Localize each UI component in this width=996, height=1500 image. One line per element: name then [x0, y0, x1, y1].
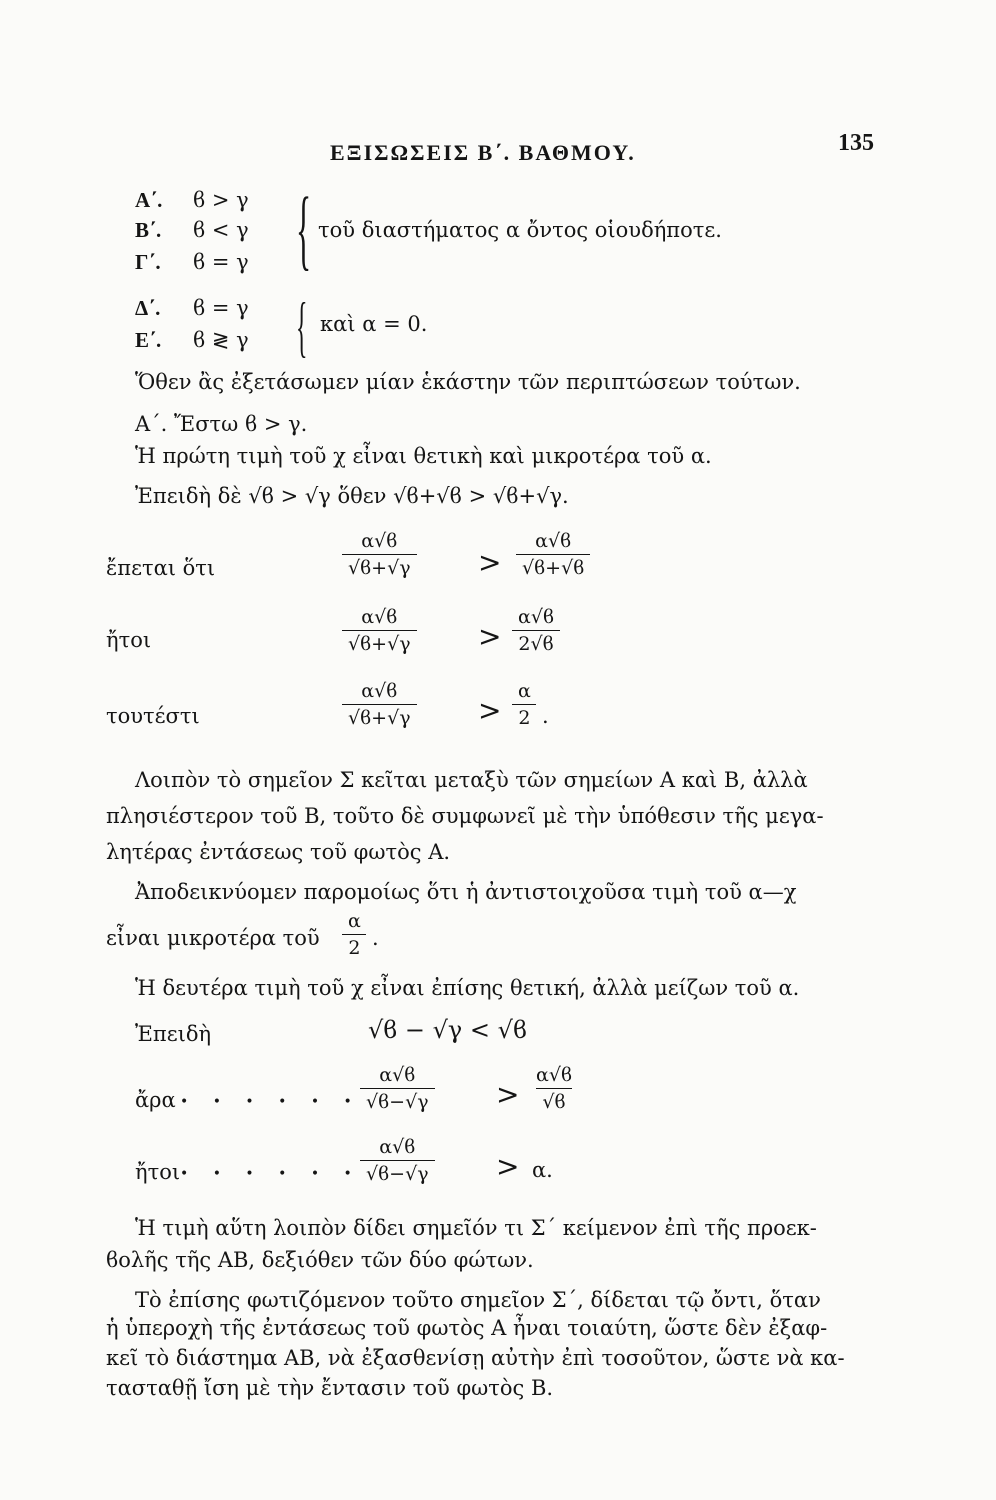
numerator: α√ϐ	[361, 606, 398, 628]
case-note-2: καὶ α = 0.	[320, 312, 428, 336]
denominator: √ϐ+√γ	[342, 554, 417, 579]
case-expr: ϐ = γ	[193, 250, 249, 274]
fraction	[360, 1064, 435, 1113]
text-line: κεῖ τὸ διάστημα ΑΒ, νὰ ἐξασθενίσῃ αὐτὴν ἐπὶ τοσοῦτον, ὥστε νὰ κα-	[106, 1346, 845, 1370]
text-line: Ἡ πρώτη τιμὴ τοῦ χ εἶναι θετικὴ καὶ μικροτέρα τοῦ α.	[135, 444, 712, 468]
numerator: α√ϐ	[535, 530, 572, 552]
numerator: α√ϐ	[361, 530, 398, 552]
brace-group2: {	[296, 288, 308, 364]
numerator: α√ϐ	[361, 680, 398, 702]
case-e	[135, 328, 249, 353]
greater-than-sign: >	[478, 620, 502, 653]
fraction	[360, 1136, 435, 1185]
text-line: εἶναι μικροτέρα τοῦ	[106, 926, 320, 950]
denominator: √ϐ−√γ	[360, 1160, 435, 1185]
fraction	[516, 530, 590, 579]
fraction	[512, 680, 537, 729]
text-line: Α΄. Ἔστω ϐ > γ.	[135, 412, 308, 436]
leader-dots: • • • • • •	[180, 1166, 362, 1182]
case-label: Δ΄.	[135, 296, 161, 320]
case-expr: ϐ > γ	[193, 188, 249, 212]
denominator: 2	[512, 704, 536, 729]
text-line: ϐολῆς τῆς ΑΒ, δεξιόθεν τῶν δύο φώτων.	[106, 1248, 534, 1272]
numerator: α√ϐ	[379, 1064, 416, 1086]
fraction	[342, 680, 417, 729]
case-c	[135, 250, 249, 275]
text-line: τασταθῇ ἴση μὲ τὴν ἔντασιν τοῦ φωτὸς Β.	[106, 1376, 554, 1400]
text-line: ἡ ὑπεροχὴ τῆς ἐντάσεως τοῦ φωτὸς Α ἦναι τοιαύτη, ὥστε δὲν ἐξαφ-	[106, 1316, 828, 1340]
ineq-label: τουτέστι	[106, 704, 200, 728]
text-line: λητέρας ἐντάσεως τοῦ φωτὸς Α.	[106, 840, 451, 864]
numerator: α	[348, 910, 361, 932]
numerator: α√ϐ	[518, 606, 555, 628]
denominator: √ϐ+√ϐ	[516, 554, 590, 579]
ineq-label: Ἐπειδὴ	[135, 1022, 212, 1046]
ineq-label: ἤτοι	[106, 628, 152, 652]
period: .	[372, 926, 379, 950]
leader-dots: • • • • • •	[180, 1094, 362, 1110]
fraction	[530, 1064, 578, 1113]
fraction	[512, 606, 560, 655]
ineq-label: ἄρα	[135, 1088, 176, 1112]
fraction	[342, 530, 417, 579]
case-label: Α΄.	[135, 188, 163, 212]
denominator: 2	[342, 934, 366, 959]
text-line: Ἡ δευτέρα τιμὴ τοῦ χ εἶναι ἐπίσης θετική, ἀλλὰ μείζων τοῦ α.	[135, 976, 800, 1000]
denominator: 2√ϐ	[512, 630, 559, 655]
page-number: 135	[838, 130, 874, 156]
denominator: √ϐ+√γ	[342, 630, 417, 655]
greater-than-sign: >	[496, 1150, 520, 1183]
case-label: Β΄.	[135, 218, 162, 242]
fraction	[342, 910, 367, 959]
text-line: Λοιπὸν τὸ σημεῖον Σ κεῖται μεταξὺ τῶν σημείων Α καὶ Β, ἀλλὰ	[135, 768, 808, 792]
since-expression: √ϐ − √γ < √ϐ	[368, 1016, 527, 1044]
text-line: Ἡ τιμὴ αὕτη λοιπὸν δίδει σημεῖόν τι Σ΄ κείμενον ἐπὶ τῆς προεκ-	[135, 1216, 817, 1240]
case-note-1: τοῦ διαστήματος α ὄντος οἱουδήποτε.	[318, 218, 722, 242]
numerator: α	[518, 680, 531, 702]
denominator: √ϐ−√γ	[360, 1088, 435, 1113]
denominator: √ϐ	[536, 1088, 571, 1113]
case-label: Ε΄.	[135, 328, 162, 352]
case-expr: ϐ < γ	[193, 218, 249, 242]
case-label: Γ΄.	[135, 250, 161, 274]
case-expr: ϐ = γ	[193, 296, 249, 320]
greater-than-sign: >	[478, 694, 502, 727]
denominator: √ϐ+√γ	[342, 704, 417, 729]
case-a	[135, 188, 249, 213]
text-line: Ἐπειδὴ δὲ √ϐ > √γ ὅθεν √ϐ+√ϐ > √ϐ+√γ.	[135, 484, 569, 508]
fraction	[342, 606, 417, 655]
case-expr: ϐ ≷ γ	[193, 328, 249, 352]
greater-than-sign: >	[496, 1078, 520, 1111]
numerator: α√ϐ	[536, 1064, 573, 1086]
text-line: Τὸ ἐπίσης φωτιζόμενον τοῦτο σημεῖον Σ΄, δίδεται τῷ ὄντι, ὅταν	[135, 1288, 821, 1312]
ineq-label: ἔπεται ὅτι	[106, 556, 216, 580]
text-line: Ἀποδεικνύομεν παρομοίως ὅτι ἡ ἀντιστοιχοῦσα τιμὴ τοῦ α—χ	[135, 880, 797, 904]
text-line: πλησιέστερον τοῦ Β, τοῦτο δὲ συμφωνεῖ μὲ τὴν ὑπόθεσιν τῆς μεγα-	[106, 804, 824, 828]
period: .	[542, 704, 549, 728]
text-line: Ὅθεν ἂς ἐξετάσωμεν μίαν ἑκάστην τῶν περιπτώσεων τούτων.	[135, 370, 801, 394]
ineq-label: ἤτοι	[135, 1160, 181, 1184]
running-header: ΕΞΙΣΩΣΕΙΣ Β΄. ΒΑΘΜΟΥ.	[330, 140, 636, 165]
numerator: α√ϐ	[379, 1136, 416, 1158]
brace-group1: {	[296, 180, 312, 279]
rhs-value: α.	[532, 1158, 553, 1182]
case-d	[135, 296, 249, 321]
case-b	[135, 218, 249, 243]
greater-than-sign: >	[478, 546, 502, 579]
